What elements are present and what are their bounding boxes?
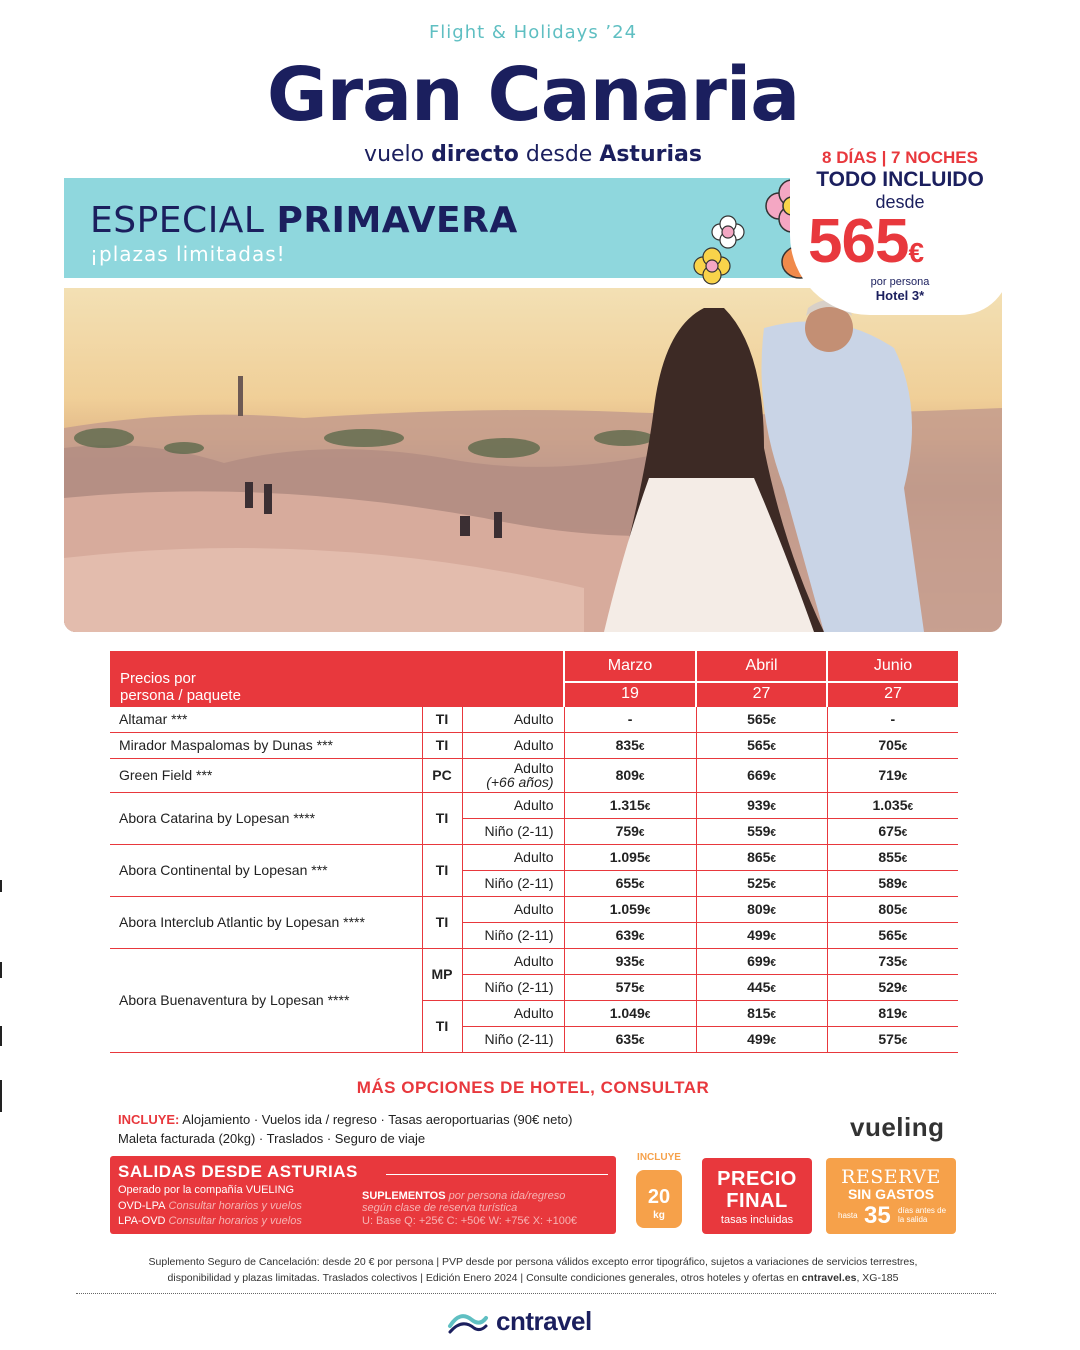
banner-subtitle: ¡plazas limitadas! <box>90 242 286 266</box>
brand-name: cntravel <box>496 1306 592 1336</box>
price-cell: 1.035€ <box>827 792 958 818</box>
price-cell: 575€ <box>827 1026 958 1052</box>
price-badge <box>790 140 1010 315</box>
reserve-line2: SIN GASTOS <box>847 1186 935 1202</box>
price-cell: 705€ <box>827 732 958 758</box>
hero-photo <box>64 288 1002 632</box>
regime: TI <box>422 706 462 732</box>
luggage-label: INCLUYE <box>637 1152 681 1163</box>
regime: TI <box>422 1000 462 1052</box>
scan-mark <box>0 962 2 978</box>
special-banner <box>64 178 804 278</box>
passenger-type: Niño (2-11) <box>462 818 564 844</box>
hotel-name: Green Field *** <box>110 758 422 792</box>
more-options-note: MÁS OPCIONES DE HOTEL, CONSULTAR <box>356 1078 710 1097</box>
passenger-type: Adulto <box>462 792 564 818</box>
vueling-logo: vueling <box>850 1112 945 1142</box>
hotel-name: Abora Buenaventura by Lopesan **** <box>110 948 422 1052</box>
regime: MP <box>422 948 462 1000</box>
price-cell: 445€ <box>696 974 827 1000</box>
badge-price: 565€ <box>808 207 924 276</box>
price-cell: 575€ <box>564 974 696 1000</box>
table-row <box>110 792 958 818</box>
price-cell: 855€ <box>827 844 958 870</box>
day-header: 27 <box>827 682 958 706</box>
regime: TI <box>422 732 462 758</box>
price-cell: - <box>564 706 696 732</box>
price-cell: 819€ <box>827 1000 958 1026</box>
passenger-type: Adulto (+66 años) <box>462 758 564 792</box>
badge-hotel: Hotel 3* <box>875 288 925 303</box>
price-cell: 529€ <box>827 974 958 1000</box>
price-cell: 719€ <box>827 758 958 792</box>
wave-icon <box>446 1308 490 1338</box>
luggage-badge <box>628 1152 690 1232</box>
reserve-line1: RESERVE <box>841 1166 941 1188</box>
regime: TI <box>422 844 462 896</box>
departures-box <box>110 1156 616 1234</box>
includes-text: INCLUYE: Alojamiento · Vuelos ida / regreso · Tasas aeroportuarias (90€ neto) Maleta facturada (20kg) · Traslados · Seguro de viaje <box>118 1112 573 1146</box>
price-cell: 935€ <box>564 948 696 974</box>
price-cell: 735€ <box>827 948 958 974</box>
passenger-type: Niño (2-11) <box>462 1026 564 1052</box>
departures-title: SALIDAS DESDE ASTURIAS <box>118 1162 358 1181</box>
price-cell: 675€ <box>827 818 958 844</box>
banner-title: ESPECIAL PRIMAVERA <box>90 200 518 241</box>
day-header: 27 <box>696 682 827 706</box>
suitcase-icon <box>636 1170 682 1228</box>
route-return: LPA-OVD Consultar horarios y vuelos <box>118 1215 302 1227</box>
table-row <box>110 896 958 922</box>
final-price-badge <box>702 1158 812 1234</box>
table-row <box>110 706 958 732</box>
price-cell: 565€ <box>696 706 827 732</box>
price-cell: 565€ <box>827 922 958 948</box>
hotel-name: Mirador Maspalomas by Dunas *** <box>110 732 422 758</box>
day-header: 19 <box>564 682 696 706</box>
price-cell: 699€ <box>696 948 827 974</box>
table-row <box>110 844 958 870</box>
price-cell: 835€ <box>564 732 696 758</box>
price-cell: 639€ <box>564 922 696 948</box>
price-cell: 805€ <box>827 896 958 922</box>
hotel-name: Abora Interclub Atlantic by Lopesan **** <box>110 896 422 948</box>
final-price-line2: FINAL <box>726 1190 788 1212</box>
brand-logo <box>446 1306 626 1340</box>
price-cell: 635€ <box>564 1026 696 1052</box>
kicker: Flight & Holidays ’24 <box>428 22 638 43</box>
passenger-type: Adulto <box>462 706 564 732</box>
table-row <box>110 732 958 758</box>
table-row <box>110 948 958 974</box>
passenger-type: Adulto <box>462 844 564 870</box>
price-cell: 809€ <box>696 896 827 922</box>
price-cell: 815€ <box>696 1000 827 1026</box>
price-cell: 499€ <box>696 1026 827 1052</box>
passenger-type: Adulto <box>462 1000 564 1026</box>
month-header: Junio <box>827 651 958 682</box>
regime: PC <box>422 758 462 792</box>
route-outbound: OVD-LPA Consultar horarios y vuelos <box>118 1200 302 1212</box>
regime: TI <box>422 792 462 844</box>
table-header-label: Precios por persona / paquete <box>110 651 564 706</box>
hotel-name: Abora Continental by Lopesan *** <box>110 844 422 896</box>
price-cell: 809€ <box>564 758 696 792</box>
passenger-type: Niño (2-11) <box>462 974 564 1000</box>
price-cell: 1.049€ <box>564 1000 696 1026</box>
page-title: Gran Canaria <box>266 52 800 138</box>
scan-mark <box>0 880 2 892</box>
price-cell: 499€ <box>696 922 827 948</box>
passenger-type: Niño (2-11) <box>462 870 564 896</box>
luggage-weight: 20 <box>647 1186 671 1208</box>
price-cell: 865€ <box>696 844 827 870</box>
luggage-unit: kg <box>653 1210 665 1221</box>
month-header: Abril <box>696 651 827 682</box>
reserve-until: hasta <box>838 1211 858 1220</box>
operated-by: Operado por la compañía VUELING <box>118 1184 295 1196</box>
scan-mark <box>0 1026 2 1046</box>
scan-mark <box>0 1080 2 1112</box>
badge-from: desde <box>875 192 925 212</box>
badge-per-person: por persona <box>870 276 930 288</box>
hotel-name: Altamar *** <box>110 706 422 732</box>
price-cell: 589€ <box>827 870 958 896</box>
final-price-line1: PRECIO <box>717 1168 797 1190</box>
subtitle: vuelo directo desde Asturias <box>364 142 702 167</box>
dotted-divider <box>76 1293 996 1294</box>
price-cell: 525€ <box>696 870 827 896</box>
final-price-note: tasas incluidas <box>720 1214 794 1226</box>
price-cell: 939€ <box>696 792 827 818</box>
badge-duration: 8 DÍAS | 7 NOCHES <box>822 148 978 167</box>
price-cell: 559€ <box>696 818 827 844</box>
price-cell: 565€ <box>696 732 827 758</box>
reserve-days: 35 <box>864 1202 891 1229</box>
month-header: Marzo <box>564 651 696 682</box>
passenger-type: Niño (2-11) <box>462 922 564 948</box>
legal-footnote: Suplemento Seguro de Cancelación: desde 20 € por persona | PVP desde por persona válidos excepto error tipográfico, sujetos a variaciones de servicios terrestres, disponibilidad y plazas limitadas. Traslados colectivos | Edición Enero 2024 | Consulte condiciones generales, otros hoteles y ofertas en cntravel.es, XG-185 <box>148 1256 918 1284</box>
price-cell: 759€ <box>564 818 696 844</box>
badge-regime: TODO INCLUIDO <box>816 168 984 191</box>
reserve-badge <box>826 1158 956 1234</box>
divider <box>386 1174 608 1175</box>
table-row <box>110 758 958 792</box>
reserve-days-note: días antes de la salida <box>898 1206 947 1224</box>
passenger-type: Adulto <box>462 948 564 974</box>
price-cell: 1.095€ <box>564 844 696 870</box>
passenger-type: Adulto <box>462 732 564 758</box>
supplements-label: SUPLEMENTOS por persona ida/regreso según clase de reserva turística <box>362 1190 566 1214</box>
price-cell: 1.059€ <box>564 896 696 922</box>
price-table <box>110 651 958 1053</box>
regime: TI <box>422 896 462 948</box>
supplements-prices: U: Base Q: +25€ C: +50€ W: +75€ X: +100€ <box>362 1215 578 1227</box>
price-cell: - <box>827 706 958 732</box>
price-cell: 655€ <box>564 870 696 896</box>
passenger-type: Adulto <box>462 896 564 922</box>
price-cell: 669€ <box>696 758 827 792</box>
hotel-name: Abora Catarina by Lopesan **** <box>110 792 422 844</box>
price-cell: 1.315€ <box>564 792 696 818</box>
